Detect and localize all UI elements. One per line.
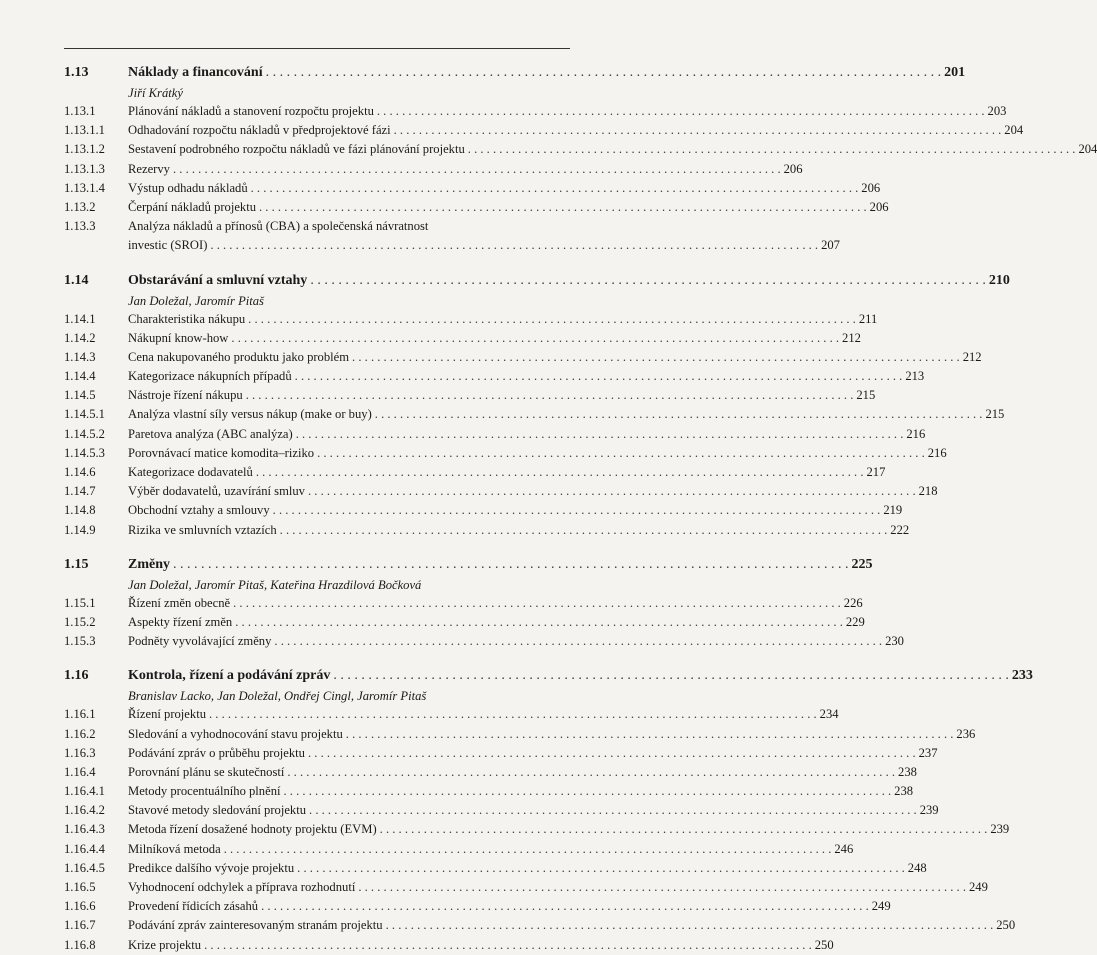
page-number: 206 (861, 180, 881, 195)
page-number: 216 (927, 445, 947, 460)
toc-entry[interactable] (64, 936, 834, 955)
dot-leader (246, 386, 854, 405)
toc-entry[interactable] (64, 782, 914, 801)
entry-title: Charakteristika nákupu (128, 311, 246, 326)
toc-entry[interactable] (64, 198, 889, 217)
dot-leader (173, 554, 849, 576)
entry-number: 1.13.2 (64, 199, 96, 214)
toc-entry[interactable] (64, 386, 876, 405)
page-number: 239 (990, 822, 1010, 837)
toc-entry[interactable] (64, 897, 891, 916)
toc-entry[interactable] (64, 348, 982, 367)
section-authors: Jan Doležal, Jaromír Pitaš, Kateřina Hrazdilová Bočková (128, 577, 422, 592)
toc-entry[interactable] (64, 444, 947, 463)
entry-number: 1.16.7 (64, 918, 96, 933)
page-number: 201 (944, 65, 966, 80)
entry-title: Porovnání plánu se skutečností (128, 764, 285, 779)
page-number: 239 (919, 803, 939, 818)
entry-number: 1.13.1.3 (64, 161, 105, 176)
dot-leader (248, 310, 856, 329)
toc-entry[interactable] (64, 878, 988, 897)
entry-title: Provedení řídicích zásahů (128, 899, 259, 914)
toc-entry[interactable] (64, 801, 939, 820)
dot-leader (235, 613, 843, 632)
dot-leader (251, 179, 859, 198)
toc-entry[interactable] (64, 632, 904, 651)
toc-entry[interactable] (64, 482, 938, 501)
entry-number: 1.16.3 (64, 745, 96, 760)
dot-leader (296, 425, 904, 444)
toc-entry[interactable] (64, 613, 865, 632)
toc-section-heading[interactable] (64, 62, 966, 84)
page-number: 206 (783, 161, 803, 176)
toc-entry[interactable] (64, 521, 910, 540)
page-number: 230 (885, 634, 904, 649)
page-number: 249 (968, 880, 988, 894)
dot-leader (287, 763, 895, 782)
dot-leader (274, 632, 882, 651)
toc-entry-continuation[interactable] (64, 236, 840, 255)
entry-title: Milníková metoda (128, 841, 221, 856)
toc-entry[interactable] (64, 501, 903, 520)
page-number: 210 (988, 272, 1010, 288)
page-number: 212 (842, 330, 861, 345)
entry-number: 1.16.5 (64, 880, 96, 894)
section-number: 1.14 (64, 272, 89, 288)
entry-number: 1.14.6 (64, 465, 96, 479)
page-number: 238 (898, 764, 917, 779)
page-number: 248 (907, 860, 927, 875)
toc-section-heading[interactable] (64, 554, 873, 576)
entry-title: Aspekty řízení změn (128, 614, 233, 629)
dot-leader (266, 62, 942, 84)
entry-title: Metody procentuálního plnění (128, 784, 281, 799)
entry-title: Sestavení podrobného rozpočtu nákladů ve fázi plánování projektu (128, 142, 465, 157)
dot-leader (333, 665, 1009, 687)
entry-number: 1.16.4.1 (64, 784, 105, 799)
entry-title: Cena nakupovaného produktu jako problém (128, 349, 350, 364)
toc-entry[interactable] (64, 725, 976, 744)
section-number: 1.16 (64, 668, 89, 684)
dot-leader (204, 936, 812, 955)
dot-leader (256, 463, 864, 482)
entry-title: Porovnávací matice komodita–riziko (128, 445, 315, 460)
toc-entry[interactable] (64, 102, 1007, 121)
page-number: 211 (858, 311, 878, 326)
toc-entry[interactable] (64, 859, 927, 878)
entry-number: 1.16.1 (64, 707, 96, 722)
page-number: 204 (1078, 142, 1097, 157)
dot-leader (394, 121, 1002, 140)
toc-entry[interactable] (64, 594, 863, 613)
toc-entry[interactable] (64, 179, 881, 198)
dot-leader (224, 840, 832, 859)
toc-entry[interactable] (64, 763, 917, 782)
entry-number: 1.14.1 (64, 311, 96, 326)
dot-leader (308, 744, 916, 763)
dot-leader (380, 820, 988, 839)
toc-section-heading[interactable] (64, 270, 1010, 292)
entry-number: 1.15.1 (64, 595, 96, 610)
entry-number: 1.14.3 (64, 349, 96, 364)
entry-number: 1.14.4 (64, 369, 96, 384)
entry-title: Sledování a vyhodnocování stavu projektu (128, 726, 343, 741)
page-number: 233 (1011, 668, 1033, 684)
dot-leader (468, 140, 1076, 159)
dot-leader (210, 236, 818, 255)
entry-number: 1.13.1.2 (64, 142, 105, 157)
page-number: 225 (851, 556, 873, 572)
dot-leader (386, 916, 994, 935)
toc-entry[interactable] (64, 916, 1016, 935)
entry-title: Nákupní know-how (128, 330, 229, 345)
entry-title: Obchodní vztahy a smlouvy (128, 503, 270, 518)
entry-title: Řízení změn obecně (128, 595, 231, 610)
entry-number: 1.15.3 (64, 634, 96, 649)
entry-title: Výběr dodavatelů, uzavírání smluv (128, 484, 305, 499)
dot-leader (233, 594, 841, 613)
toc-entry[interactable] (64, 329, 861, 348)
entry-title: Kategorizace nákupních případů (128, 369, 292, 384)
dot-leader (308, 482, 916, 501)
table-of-contents (64, 62, 1097, 955)
entry-number: 1.14.5.2 (64, 426, 105, 441)
entry-title-continued: investic (SROI) (128, 238, 208, 253)
entry-number: 1.16.2 (64, 726, 96, 741)
entry-number: 1.16.4.5 (64, 860, 105, 875)
entry-number: 1.16.4.4 (64, 841, 105, 856)
entry-number: 1.15.2 (64, 614, 96, 629)
entry-number: 1.13.1 (64, 104, 96, 118)
header-rule (64, 48, 570, 49)
entry-title: Řízení projektu (128, 707, 206, 722)
section-authors: Jiří Krátký (128, 86, 183, 100)
page-number: 219 (883, 503, 903, 518)
entry-number: 1.13.1.4 (64, 180, 105, 195)
entry-number: 1.14.7 (64, 484, 96, 499)
dot-leader (273, 501, 881, 520)
entry-title: Podněty vyvolávající změny (128, 634, 272, 649)
entry-title: Krize projektu (128, 937, 202, 952)
entry-title: Rizika ve smluvních vztazích (128, 522, 277, 537)
dot-leader (358, 878, 966, 897)
entry-title: Podávání zpráv o průběhu projektu (128, 745, 305, 760)
dot-leader (295, 367, 903, 386)
dot-leader (173, 160, 781, 179)
page-number: 218 (918, 484, 938, 499)
dot-leader (375, 405, 983, 424)
page-number: 229 (845, 614, 865, 629)
page-number: 204 (1004, 123, 1024, 138)
toc-entry[interactable] (64, 140, 1097, 159)
section-authors: Jan Doležal, Jaromír Pitaš (128, 293, 264, 308)
entry-title: Podávání zpráv zainteresovaným stranám projektu (128, 918, 383, 933)
entry-title: Predikce dalšího vývoje projektu (128, 860, 295, 875)
entry-number: 1.16.4.3 (64, 822, 105, 837)
dot-leader (259, 198, 867, 217)
entry-title: Odhadování rozpočtu nákladů v předprojektové fázi (128, 123, 391, 138)
page-number: 216 (906, 426, 926, 441)
toc-entry[interactable] (64, 463, 886, 482)
toc-section-heading[interactable] (64, 665, 1033, 687)
page-number: 236 (956, 726, 976, 741)
entry-title: Analýza vlastní síly versus nákup (make or buy) (128, 407, 372, 422)
entry-number: 1.13.1.1 (64, 123, 105, 138)
entry-title: Výstup odhadu nákladů (128, 180, 248, 195)
page-number: 206 (869, 199, 889, 214)
entry-number: 1.14.8 (64, 503, 96, 518)
toc-entry[interactable] (64, 425, 926, 444)
dot-leader (377, 102, 985, 121)
entry-number: 1.14.5 (64, 388, 96, 403)
page-number: 203 (987, 104, 1007, 118)
toc-entry[interactable] (64, 840, 854, 859)
page-number: 238 (894, 784, 914, 799)
dot-leader (280, 521, 888, 540)
entry-number: 1.14.9 (64, 522, 96, 537)
page-number: 213 (905, 369, 925, 384)
entry-number: 1.14.2 (64, 330, 96, 345)
dot-leader (352, 348, 960, 367)
entry-number: 1.14.5.1 (64, 407, 105, 422)
page-number: 237 (918, 745, 938, 760)
page-number: 222 (890, 522, 910, 537)
entry-number: 1.14.5.3 (64, 445, 105, 460)
page-number: 207 (821, 238, 840, 253)
page-number: 217 (866, 465, 886, 479)
dot-leader (310, 270, 986, 292)
entry-number: 1.16.4.2 (64, 803, 105, 818)
section-title: Náklady a financování (128, 65, 263, 80)
page-number: 226 (843, 595, 863, 610)
entry-title: Nástroje řízení nákupu (128, 388, 243, 403)
toc-entry[interactable] (64, 217, 570, 236)
entry-title: Kategorizace dodavatelů (128, 465, 253, 479)
section-number: 1.13 (64, 65, 89, 80)
entry-number: 1.16.8 (64, 937, 96, 952)
section-number: 1.15 (64, 556, 89, 572)
toc-entry[interactable] (64, 744, 938, 763)
dot-leader (261, 897, 869, 916)
page-number: 212 (962, 349, 982, 364)
page-number: 250 (996, 918, 1016, 933)
entry-title: Metoda řízení dosažené hodnoty projektu (EVM) (128, 822, 377, 837)
toc-entry[interactable] (64, 705, 839, 724)
section-title: Obstarávání a smluvní vztahy (128, 272, 308, 288)
section-title: Změny (128, 556, 170, 572)
dot-leader (284, 782, 892, 801)
page-number: 249 (871, 899, 891, 914)
dot-leader (346, 725, 954, 744)
page-number: 246 (834, 841, 854, 856)
entry-title: Stavové metody sledování projektu (128, 803, 307, 818)
entry-title: Analýza nákladů a přínosů (CBA) a společenská návratnost (128, 219, 429, 234)
toc-entry[interactable] (64, 367, 925, 386)
dot-leader (309, 801, 917, 820)
toc-entry[interactable] (64, 160, 803, 179)
dot-leader (231, 329, 839, 348)
entry-title: Rezervy (128, 161, 170, 176)
page-number: 215 (856, 388, 876, 403)
toc-entry[interactable] (64, 310, 878, 329)
entry-title: Čerpání nákladů projektu (128, 199, 256, 214)
entry-title: Paretova analýza (ABC analýza) (128, 426, 293, 441)
entry-title: Plánování nákladů a stanovení rozpočtu projektu (128, 104, 374, 118)
dot-leader (209, 705, 817, 724)
page-number: 250 (814, 937, 834, 952)
toc-entry[interactable] (64, 121, 1024, 140)
entry-title: Vyhodnocení odchylek a příprava rozhodnutí (128, 880, 356, 894)
toc-entry[interactable] (64, 820, 1010, 839)
page-number: 215 (985, 407, 1005, 422)
entry-number: 1.16.4 (64, 764, 96, 779)
page-number: 234 (819, 707, 839, 722)
section-title: Kontrola, řízení a podávání zpráv (128, 668, 331, 684)
entry-number: 1.16.6 (64, 899, 96, 914)
entry-number: 1.13.3 (64, 219, 96, 234)
dot-leader (317, 444, 925, 463)
section-authors: Branislav Lacko, Jan Doležal, Ondřej Cingl, Jaromír Pitaš (128, 689, 427, 704)
dot-leader (297, 859, 905, 878)
toc-entry[interactable] (64, 405, 1005, 424)
